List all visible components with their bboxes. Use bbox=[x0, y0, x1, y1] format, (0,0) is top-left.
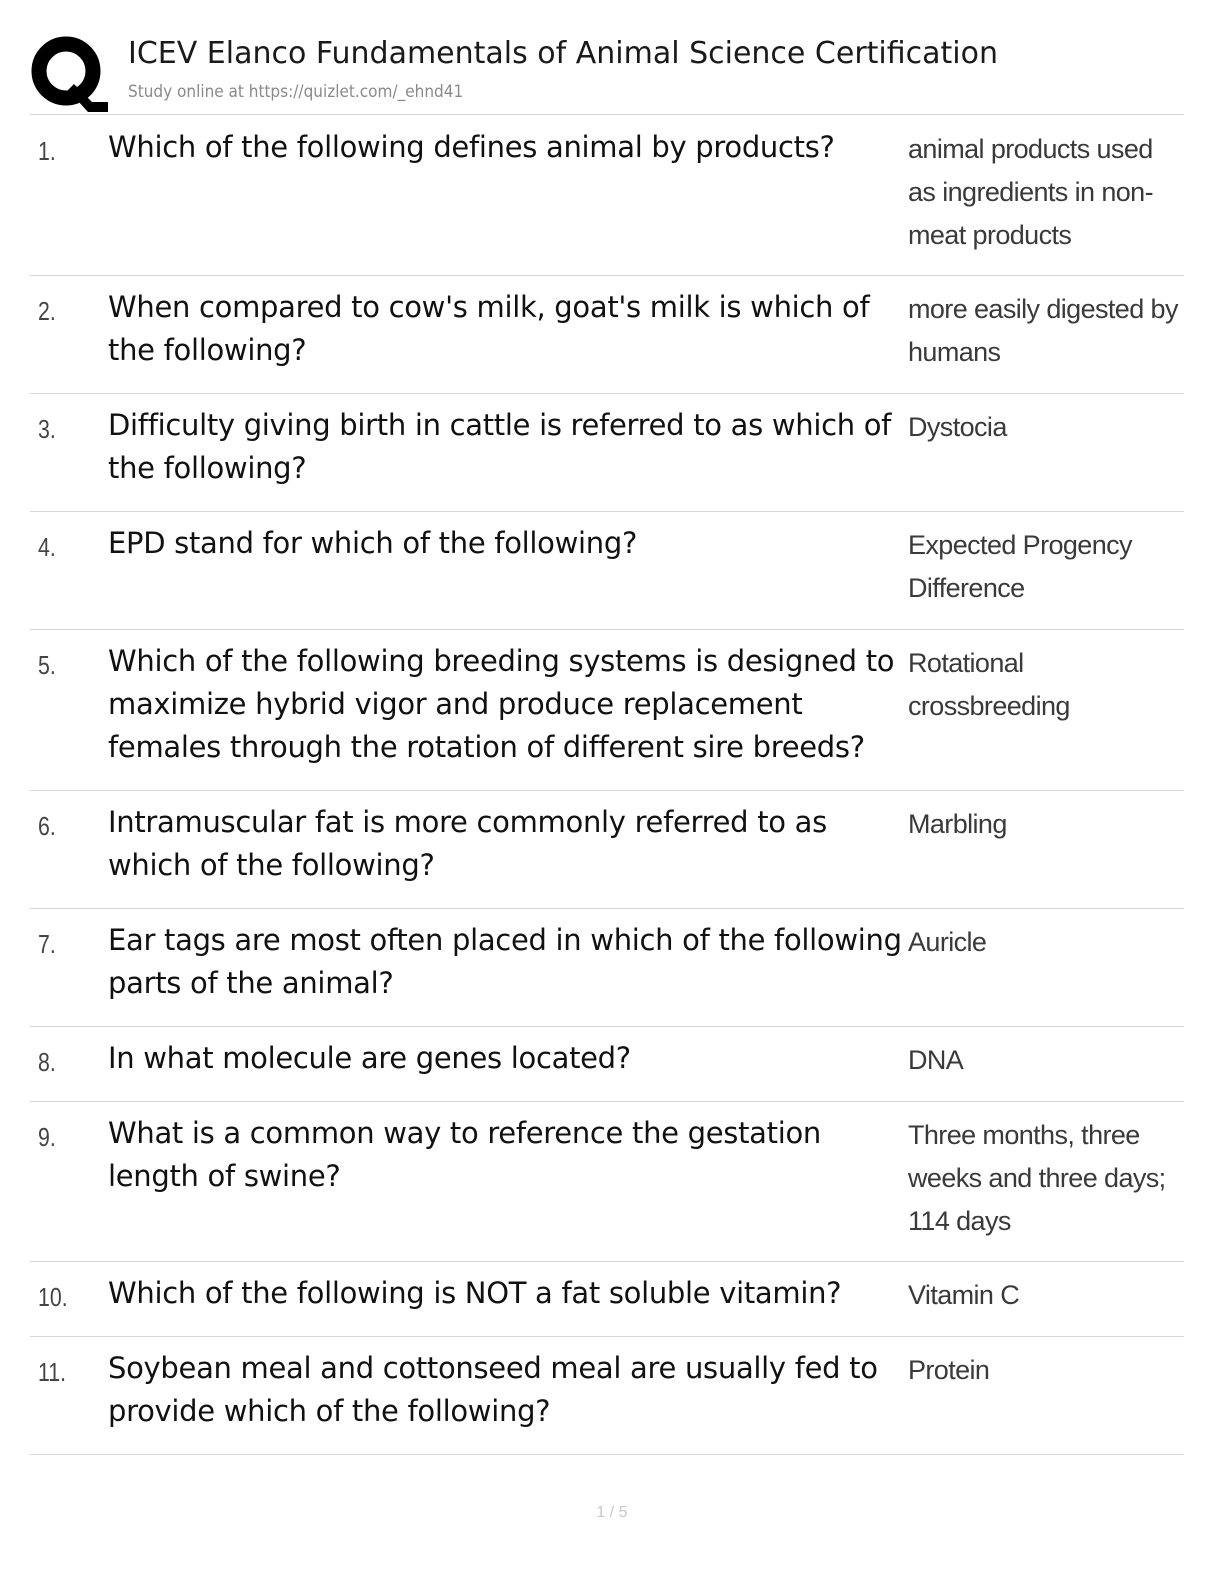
card-definition: Rotational crossbreeding bbox=[908, 648, 1070, 721]
card-number: 5. bbox=[38, 650, 56, 680]
card-definition: Vitamin C bbox=[908, 1280, 1020, 1310]
card-term: Intramuscular fat is more commonly referred to as which of the following? bbox=[108, 805, 827, 882]
card-definition: Expected Progency Difference bbox=[908, 530, 1132, 603]
card-definition: DNA bbox=[908, 1045, 964, 1075]
card-number: 9. bbox=[38, 1122, 56, 1152]
flashcard-list bbox=[30, 116, 1184, 1455]
flashcard-row bbox=[30, 1102, 1184, 1262]
quizlet-logo-icon bbox=[30, 34, 108, 112]
document-header bbox=[30, 30, 1184, 115]
card-definition: more easily digested by humans bbox=[908, 294, 1178, 367]
flashcard-row bbox=[30, 1262, 1184, 1337]
card-term: What is a common way to reference the gestation length of swine? bbox=[108, 1116, 821, 1193]
flashcard-row bbox=[30, 394, 1184, 512]
card-number: 6. bbox=[38, 811, 56, 841]
card-term: Which of the following is NOT a fat soluble vitamin? bbox=[108, 1276, 842, 1310]
card-number: 8. bbox=[38, 1047, 56, 1077]
card-term: EPD stand for which of the following? bbox=[108, 526, 638, 560]
card-definition: Protein bbox=[908, 1355, 990, 1385]
page-number: 1 / 5 bbox=[596, 1504, 628, 1521]
card-definition: Auricle bbox=[908, 927, 987, 957]
flashcard-row bbox=[30, 630, 1184, 791]
card-term: Ear tags are most often placed in which of the following parts of the animal? bbox=[108, 923, 902, 1000]
card-term: Which of the following defines animal by products? bbox=[108, 130, 835, 164]
flashcard-row bbox=[30, 1337, 1184, 1455]
document-title: ICEV Elanco Fundamentals of Animal Science Certification bbox=[128, 36, 998, 71]
card-definition: Dystocia bbox=[908, 412, 1007, 442]
card-term: In what molecule are genes located? bbox=[108, 1041, 631, 1075]
card-number: 1. bbox=[38, 136, 56, 166]
flashcard-row bbox=[30, 512, 1184, 630]
card-term: When compared to cow's milk, goat's milk is which of the following? bbox=[108, 290, 870, 367]
flashcard-row bbox=[30, 116, 1184, 276]
card-number: 2. bbox=[38, 296, 56, 326]
flashcard-row bbox=[30, 791, 1184, 909]
flashcard-row bbox=[30, 1027, 1184, 1102]
card-term: Which of the following breeding systems is designed to maximize hybrid vigor and produce replacement females through the rotation of different sire breeds? bbox=[108, 644, 895, 764]
card-number: 10. bbox=[38, 1282, 68, 1312]
card-number: 3. bbox=[38, 414, 56, 444]
card-definition: animal products used as ingredients in non-meat products bbox=[908, 134, 1153, 250]
card-number: 4. bbox=[38, 532, 56, 562]
card-definition: Three months, three weeks and three days; 114 days bbox=[908, 1120, 1166, 1236]
card-number: 11. bbox=[38, 1357, 67, 1387]
study-online-link[interactable]: Study online at https://quizlet.com/_ehnd41 bbox=[128, 82, 464, 102]
card-number: 7. bbox=[38, 929, 56, 959]
card-definition: Marbling bbox=[908, 809, 1007, 839]
flashcard-row bbox=[30, 909, 1184, 1027]
card-term: Difficulty giving birth in cattle is referred to as which of the following? bbox=[108, 408, 892, 485]
card-term: Soybean meal and cottonseed meal are usually fed to provide which of the following? bbox=[108, 1351, 878, 1428]
flashcard-row bbox=[30, 276, 1184, 394]
